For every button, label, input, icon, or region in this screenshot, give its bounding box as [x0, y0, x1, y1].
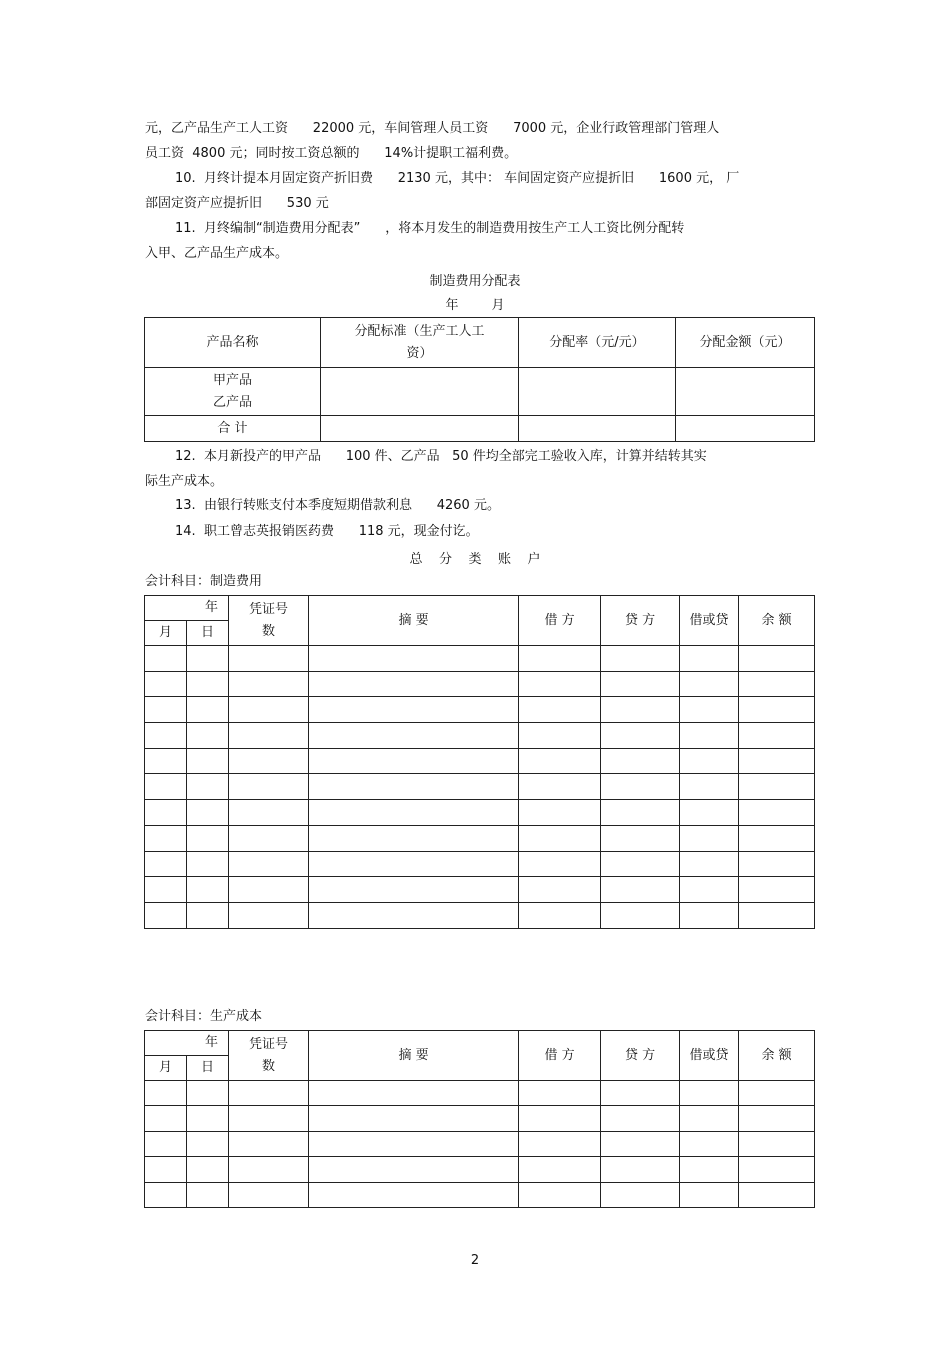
empty-cell: [601, 1131, 680, 1156]
empty-cell: [680, 774, 739, 800]
table-row: [145, 1131, 815, 1156]
table-row: [145, 748, 815, 774]
header-credit: 贷 方: [601, 1031, 680, 1081]
empty-cell: [519, 1157, 601, 1182]
empty-cell: [601, 1157, 680, 1182]
empty-cell: [680, 646, 739, 672]
empty-cell: [229, 1081, 309, 1106]
empty-cell: [309, 1081, 519, 1106]
empty-cell: [680, 877, 739, 903]
empty-cell: [601, 800, 680, 826]
header-voucher-line2: 数: [262, 623, 276, 639]
empty-cell: [739, 723, 815, 749]
empty-cell: [601, 1182, 680, 1207]
table-row: [145, 774, 815, 800]
empty-cell: [187, 1106, 229, 1131]
empty-cell: [739, 800, 815, 826]
empty-cell: [519, 877, 601, 903]
header-debit-or-credit: 借或贷: [680, 596, 739, 646]
header-month: 月: [145, 1056, 187, 1081]
empty-cell: [229, 1157, 309, 1182]
empty-cell: [145, 877, 187, 903]
empty-cell: [229, 800, 309, 826]
empty-cell: [739, 774, 815, 800]
header-voucher-line1: 凭证号: [249, 601, 289, 617]
empty-cell: [739, 1081, 815, 1106]
product-names-cell: [145, 368, 321, 416]
empty-cell: [309, 774, 519, 800]
table-row: [145, 1106, 815, 1131]
empty-cell: [187, 851, 229, 877]
empty-cell: [309, 851, 519, 877]
empty-cell: [601, 1081, 680, 1106]
header-debit: 借 方: [519, 1031, 601, 1081]
header-voucher-line2: 数: [262, 1058, 276, 1074]
empty-cell: [187, 748, 229, 774]
paragraph-line: 员工资 4800 元；同时按工资总额的 14%计提职工福利费。: [145, 146, 518, 161]
empty-cell: [601, 851, 680, 877]
header-day: 日: [187, 621, 229, 646]
empty-cell: [739, 877, 815, 903]
header-summary: 摘 要: [309, 596, 519, 646]
table-row: [145, 902, 815, 928]
table-row: [145, 1182, 815, 1207]
table-row: [145, 671, 815, 697]
empty-cell: [229, 646, 309, 672]
empty-cell: [519, 1106, 601, 1131]
alloc-table-title: 制造费用分配表: [429, 274, 521, 289]
empty-cell: [229, 877, 309, 903]
empty-cell: [680, 1131, 739, 1156]
empty-cell: [145, 1131, 187, 1156]
empty-cell: [145, 1182, 187, 1207]
empty-cell: [187, 1131, 229, 1156]
header-month: 月: [145, 621, 187, 646]
empty-cell: [187, 1182, 229, 1207]
header-debit: 借 方: [519, 596, 601, 646]
header-allocation-basis: [321, 318, 519, 368]
empty-cell: [229, 697, 309, 723]
empty-cell: [680, 1081, 739, 1106]
empty-cell: [676, 416, 815, 442]
empty-cell: [739, 851, 815, 877]
empty-cell: [519, 774, 601, 800]
empty-cell: [309, 1131, 519, 1156]
empty-cell: [680, 902, 739, 928]
header-year: 年: [145, 596, 229, 621]
empty-cell: [680, 1106, 739, 1131]
empty-cell: [601, 748, 680, 774]
empty-cell: [309, 1157, 519, 1182]
empty-cell: [680, 723, 739, 749]
empty-cell: [680, 800, 739, 826]
empty-cell: [519, 697, 601, 723]
ledger-table-manufacturing: [144, 595, 815, 929]
ledger-subject: 会计科目：生产成本: [145, 1009, 263, 1024]
empty-cell: [229, 1131, 309, 1156]
paragraph-line: 13. 由银行转账支付本季度短期借款利息 4260 元。: [175, 498, 500, 513]
empty-cell: [601, 723, 680, 749]
empty-cell: [145, 851, 187, 877]
empty-cell: [309, 1106, 519, 1131]
header-debit-or-credit: 借或贷: [680, 1031, 739, 1081]
header-allocation-basis-line2: 资）: [406, 345, 433, 361]
empty-cell: [519, 902, 601, 928]
page-number: 2: [470, 1253, 480, 1268]
empty-cell: [187, 1157, 229, 1182]
empty-cell: [601, 825, 680, 851]
header-credit: 贷 方: [601, 596, 680, 646]
empty-cell: [229, 774, 309, 800]
empty-cell: [229, 902, 309, 928]
empty-cell: [601, 646, 680, 672]
empty-cell: [680, 1157, 739, 1182]
paragraph-line: 入甲、乙产品生产成本。: [145, 246, 289, 261]
empty-cell: [680, 671, 739, 697]
empty-cell: [739, 1157, 815, 1182]
product-name: 甲产品: [212, 372, 252, 388]
empty-cell: [229, 1182, 309, 1207]
empty-cell: [309, 748, 519, 774]
empty-cell: [145, 1106, 187, 1131]
empty-cell: [739, 671, 815, 697]
empty-cell: [601, 1106, 680, 1131]
table-row: [145, 800, 815, 826]
paragraph-line: 14. 职工曾志英报销医药费 118 元，现金付讫。: [175, 524, 479, 539]
empty-cell: [321, 416, 519, 442]
empty-cell: [187, 646, 229, 672]
empty-cell: [739, 902, 815, 928]
empty-cell: [739, 1131, 815, 1156]
table-row: [145, 877, 815, 903]
empty-cell: [309, 800, 519, 826]
empty-cell: [145, 774, 187, 800]
ledger-subject: 会计科目：制造费用: [145, 574, 263, 589]
empty-cell: [229, 748, 309, 774]
empty-cell: [145, 748, 187, 774]
empty-cell: [229, 851, 309, 877]
empty-cell: [187, 723, 229, 749]
empty-cell: [145, 825, 187, 851]
empty-cell: [519, 825, 601, 851]
empty-cell: [519, 671, 601, 697]
table-row: [145, 1081, 815, 1106]
paragraph-line: 11. 月终编制“制造费用分配表” ，将本月发生的制造费用按生产工人工资比例分配转: [175, 221, 685, 236]
header-allocation-basis-line1: 分配标准（生产工人工: [354, 323, 485, 339]
empty-cell: [739, 646, 815, 672]
table-row: [145, 646, 815, 672]
allocation-table: [144, 317, 815, 442]
header-allocation-amount: 分配金额（元）: [676, 318, 815, 368]
empty-cell: [187, 825, 229, 851]
empty-cell: [145, 671, 187, 697]
table-row: [145, 723, 815, 749]
paragraph-line: 10. 月终计提本月固定资产折旧费 2130 元，其中： 车间固定资产应提折旧 1600 元， 厂: [175, 171, 740, 186]
header-voucher-line1: 凭证号: [249, 1036, 289, 1052]
empty-cell: [187, 697, 229, 723]
empty-cell: [309, 877, 519, 903]
header-balance: 余 额: [739, 1031, 815, 1081]
header-product-name: 产品名称: [145, 318, 321, 368]
paragraph-line: 12. 本月新投产的甲产品 100 件、乙产品 50 件均全部完工验收入库，计算并结转其实: [175, 449, 707, 464]
empty-cell: [601, 697, 680, 723]
empty-cell: [519, 368, 676, 416]
header-year: 年: [145, 1031, 229, 1056]
empty-cell: [229, 723, 309, 749]
empty-cell: [187, 800, 229, 826]
empty-cell: [680, 1182, 739, 1207]
ledger-table-production: [144, 1030, 815, 1208]
empty-cell: [321, 368, 519, 416]
empty-cell: [145, 723, 187, 749]
empty-cell: [519, 800, 601, 826]
empty-cell: [676, 368, 815, 416]
empty-cell: [739, 1182, 815, 1207]
empty-cell: [519, 723, 601, 749]
table-row: [145, 1157, 815, 1182]
header-voucher: [229, 1031, 309, 1081]
header-summary: 摘 要: [309, 1031, 519, 1081]
header-allocation-rate: 分配率（元/元）: [519, 318, 676, 368]
empty-cell: [519, 851, 601, 877]
empty-cell: [145, 1157, 187, 1182]
empty-cell: [519, 1081, 601, 1106]
empty-cell: [145, 697, 187, 723]
empty-cell: [519, 1182, 601, 1207]
empty-cell: [309, 902, 519, 928]
header-voucher: [229, 596, 309, 646]
empty-cell: [187, 774, 229, 800]
table-row: [145, 825, 815, 851]
empty-cell: [309, 825, 519, 851]
ledger-body: [145, 1081, 815, 1208]
header-balance: 余 额: [739, 596, 815, 646]
empty-cell: [739, 697, 815, 723]
empty-cell: [309, 1182, 519, 1207]
empty-cell: [680, 697, 739, 723]
alloc-table-period: 年 月: [445, 298, 505, 313]
empty-cell: [187, 1081, 229, 1106]
empty-cell: [680, 825, 739, 851]
header-day: 日: [187, 1056, 229, 1081]
empty-cell: [519, 646, 601, 672]
empty-cell: [145, 646, 187, 672]
paragraph-line: 元，乙产品生产工人工资 22000 元，车间管理人员工资 7000 元，企业行政管理部门管理人: [145, 121, 720, 136]
empty-cell: [187, 877, 229, 903]
empty-cell: [309, 671, 519, 697]
empty-cell: [145, 800, 187, 826]
product-name: 乙产品: [212, 394, 252, 410]
empty-cell: [739, 1106, 815, 1131]
empty-cell: [739, 825, 815, 851]
table-row: [145, 697, 815, 723]
empty-cell: [145, 1081, 187, 1106]
empty-cell: [309, 723, 519, 749]
table-row: [145, 851, 815, 877]
empty-cell: [680, 851, 739, 877]
empty-cell: [309, 697, 519, 723]
empty-cell: [739, 748, 815, 774]
paragraph-line: 部固定资产应提折旧 530 元: [145, 196, 329, 211]
empty-cell: [601, 671, 680, 697]
empty-cell: [187, 671, 229, 697]
empty-cell: [519, 1131, 601, 1156]
empty-cell: [601, 877, 680, 903]
empty-cell: [680, 748, 739, 774]
empty-cell: [229, 671, 309, 697]
empty-cell: [187, 902, 229, 928]
empty-cell: [229, 825, 309, 851]
empty-cell: [519, 748, 601, 774]
total-label: 合 计: [145, 416, 321, 442]
empty-cell: [309, 646, 519, 672]
empty-cell: [229, 1106, 309, 1131]
empty-cell: [601, 902, 680, 928]
empty-cell: [601, 774, 680, 800]
ledger-title: 总 分 类 账 户: [409, 552, 541, 567]
ledger-body: [145, 646, 815, 929]
paragraph-line: 际生产成本。: [145, 474, 224, 489]
empty-cell: [145, 902, 187, 928]
empty-cell: [519, 416, 676, 442]
